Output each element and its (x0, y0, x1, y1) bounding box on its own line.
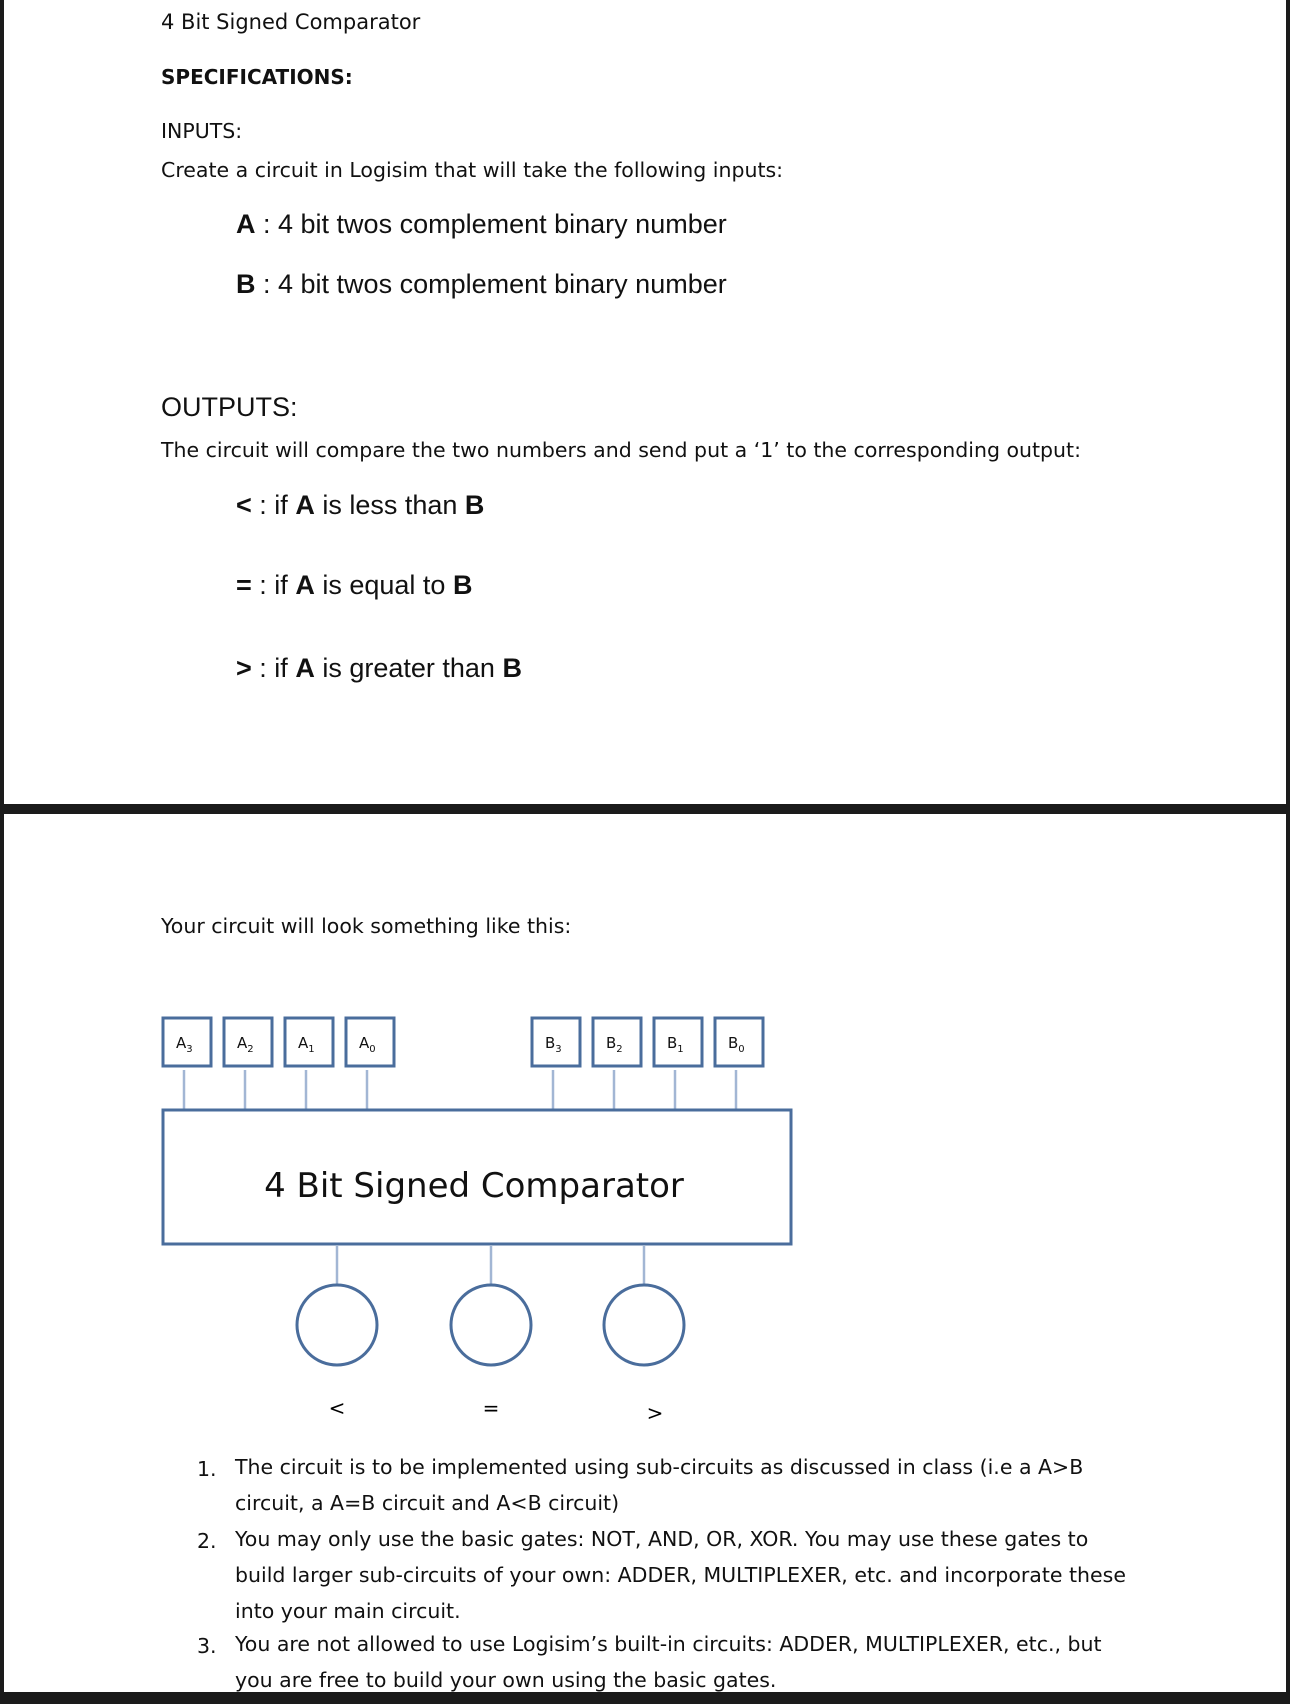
output-mid: is greater than (322, 653, 495, 683)
requirement-item: You may only use the basic gates: NOT, AND, OR, XOR. You may use these gates to build larger sub-circuits of your own: ADDER, MULTIPLEXER, etc. and incorporate these into your main circuit. (235, 1527, 1126, 1623)
pin-b2 (593, 1018, 641, 1066)
pin-a0-label: $A_0$ (359, 1034, 376, 1055)
output-a: A (295, 490, 315, 520)
pin-a2 (224, 1018, 272, 1066)
pin-b1-label: $B_1$ (667, 1034, 684, 1055)
outputs-intro: The circuit will compare the two numbers and send put a ‘1’ to the corresponding output: (161, 438, 1081, 462)
input-wires (184, 1070, 736, 1110)
input-symbol: A (236, 209, 256, 239)
page-2 (4, 814, 1286, 1692)
output-pre: if (274, 570, 288, 600)
diagram-intro: Your circuit will look something like this: (161, 914, 572, 938)
output-b: B (464, 490, 485, 520)
output-label-less: < (328, 1396, 346, 1420)
pin-a0 (346, 1018, 394, 1066)
pin-a3-label: $A_3$ (176, 1034, 193, 1055)
input-item-a: A : 4 bit twos complement binary number (236, 209, 727, 239)
output-led-less (297, 1285, 377, 1365)
output-wires (337, 1246, 644, 1284)
output-item-equal: = : if A is equal to B (236, 570, 473, 600)
input-item-b: B : 4 bit twos complement binary number (236, 269, 727, 299)
document-title: 4 Bit Signed Comparator (161, 10, 421, 34)
output-symbol: = (236, 570, 252, 600)
pin-b2-label: $B_2$ (606, 1034, 623, 1055)
output-mid: is less than (322, 490, 458, 520)
specifications-heading: SPECIFICATIONS: (161, 65, 353, 89)
pin-a1-label: $A_1$ (298, 1034, 315, 1055)
pin-b1 (654, 1018, 702, 1066)
output-item-greater: > : if A is greater than B (236, 653, 522, 683)
pin-b0-label: $B_0$ (728, 1034, 745, 1055)
inputs-heading: INPUTS: (161, 119, 243, 143)
inputs-intro: Create a circuit in Logisim that will take the following inputs: (161, 158, 784, 182)
pin-b0 (715, 1018, 763, 1066)
output-symbol: < (236, 490, 252, 520)
requirement-item: The circuit is to be implemented using sub-circuits as discussed in class (i.e a A>B circuit, a A=B circuit and A<B circuit) (235, 1455, 1084, 1515)
output-b: B (502, 653, 522, 683)
output-led-equal (451, 1285, 531, 1365)
output-b: B (452, 570, 473, 600)
output-item-less: < : if A is less than B (236, 490, 485, 520)
pin-b3 (532, 1018, 580, 1066)
output-pre: if (274, 490, 288, 520)
output-pre: if (274, 653, 288, 683)
pin-a2-label: $A_2$ (237, 1034, 254, 1055)
pin-a1 (285, 1018, 333, 1066)
requirement-number: 2. (197, 1529, 217, 1553)
output-a: A (295, 653, 315, 683)
input-symbol: B (236, 269, 256, 299)
output-label-equal: = (482, 1396, 500, 1420)
output-symbol: > (236, 653, 252, 683)
requirement-number: 1. (197, 1457, 217, 1481)
input-desc: 4 bit twos complement binary number (278, 269, 727, 299)
output-led-greater (604, 1285, 684, 1365)
input-desc: 4 bit twos complement binary number (278, 209, 727, 239)
output-leds (297, 1285, 684, 1365)
pin-b3-label: $B_3$ (545, 1034, 562, 1055)
output-mid: is equal to (322, 570, 446, 600)
b-pins (532, 1018, 763, 1066)
block-label: 4 Bit Signed Comparator (264, 1166, 684, 1206)
requirement-number: 3. (197, 1634, 217, 1658)
page-1 (4, 0, 1286, 804)
requirement-item: You are not allowed to use Logisim’s built-in circuits: ADDER, MULTIPLEXER, etc., but you are free to build your own using the basic gates. (235, 1632, 1102, 1692)
outputs-heading: OUTPUTS: (161, 392, 298, 422)
pin-a3 (163, 1018, 211, 1066)
output-a: A (295, 570, 315, 600)
a-pins (163, 1018, 394, 1066)
output-label-greater: > (646, 1401, 664, 1425)
